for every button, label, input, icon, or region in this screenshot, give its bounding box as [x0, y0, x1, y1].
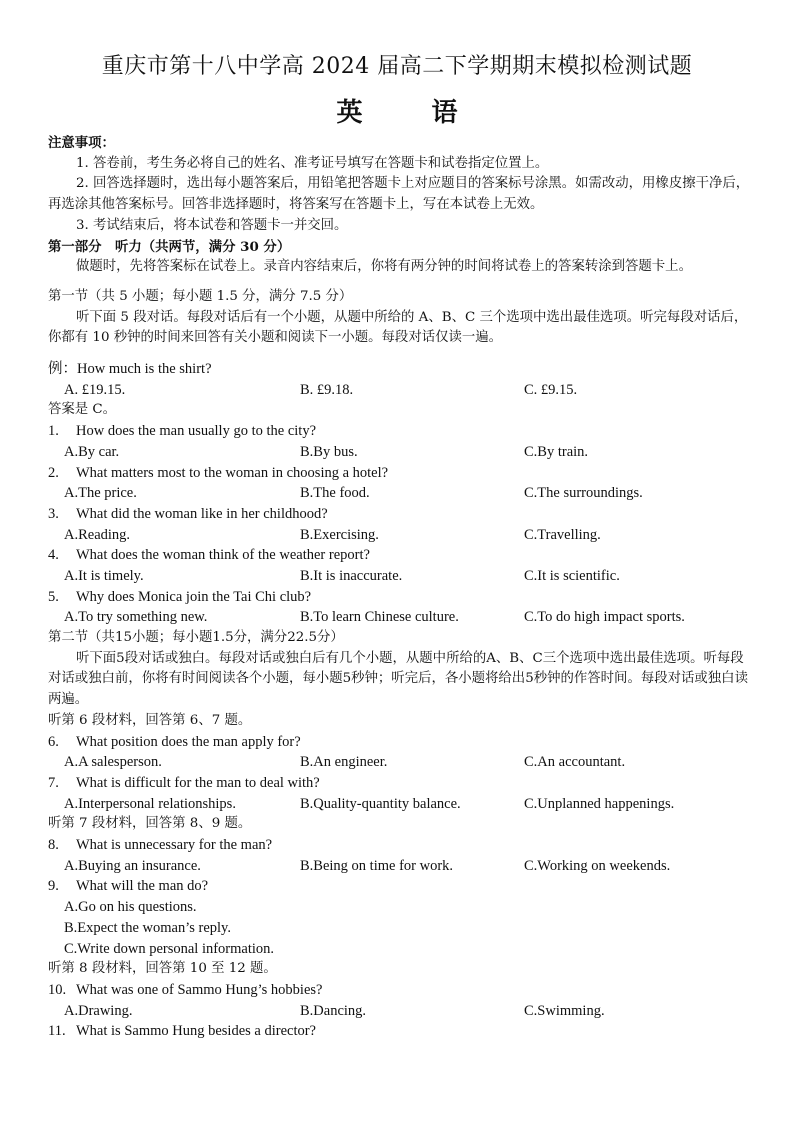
question-text: What did the woman like in her childhood? [76, 505, 328, 522]
question-number: 4. [48, 547, 59, 564]
option-b: B.The food. [300, 485, 370, 502]
option-a: A.Go on his questions. [64, 899, 197, 916]
question-10 [48, 980, 753, 1001]
option-b: B.Expect the woman’s reply. [64, 919, 231, 936]
notice-item-1: 1. 答卷前，考生务必将自己的姓名、准考证号填写在答题卡和试卷指定位置上。 [76, 155, 549, 171]
group-8-heading: 听第 8 段材料，回答第 10 至 12 题。 [48, 961, 277, 977]
option-c: C.By train. [524, 443, 589, 460]
option-a: A.Interpersonal relationships. [64, 795, 236, 812]
example-option-c: C. £9.15. [524, 381, 578, 398]
question-8 [48, 835, 753, 856]
option-a: A.By car. [64, 443, 120, 460]
question-1 [48, 421, 753, 442]
notice-heading: 注意事项： [48, 135, 115, 151]
question-text: What does the woman think of the weather report? [76, 547, 370, 564]
example-answer: 答案是 C。 [48, 402, 117, 418]
question-text: What is Sammo Hung besides a director? [76, 1023, 316, 1040]
question-6-options [48, 752, 753, 773]
option-c: C.Swimming. [524, 1002, 605, 1019]
question-number: 3. [48, 505, 59, 522]
option-c: C.Unplanned happenings. [524, 795, 675, 812]
question-9 [48, 876, 753, 897]
question-text: What matters most to the woman in choosing a hotel? [76, 464, 389, 481]
option-a: A.Buying an insurance. [64, 857, 201, 874]
example-option-b: B. £9.18. [300, 381, 354, 398]
question-text: What will the man do? [76, 878, 209, 895]
example-question: 例：How much is the shirt? [48, 361, 212, 378]
option-b: B.Being on time for work. [300, 857, 454, 874]
question-number: 2. [48, 464, 59, 481]
question-number: 8. [48, 837, 59, 854]
question-5 [48, 587, 753, 608]
part1-heading: 第一部分 听力（共两节，满分 30 分） [48, 238, 291, 255]
option-b: B.Exercising. [300, 526, 379, 543]
question-text: How does the man usually go to the city? [76, 423, 317, 440]
question-number: 9. [48, 878, 59, 895]
option-c: C.It is scientific. [524, 568, 620, 584]
option-b: B.Quality-quantity balance. [300, 795, 461, 812]
question-text: What is difficult for the man to deal with? [76, 774, 320, 791]
notice-item-3: 3. 考试结束后，将本试卷和答题卡一并交回。 [76, 217, 348, 233]
question-text: What is unnecessary for the man? [76, 837, 273, 854]
option-a: A.Drawing. [64, 1002, 133, 1019]
question-number: 5. [48, 588, 59, 605]
question-7-options [48, 794, 753, 815]
exam-body [48, 133, 753, 1042]
question-number: 6. [48, 733, 59, 750]
question-6 [48, 732, 753, 753]
option-c: C.The surroundings. [524, 485, 643, 502]
question-3 [48, 504, 753, 525]
section1-heading: 第一节（共 5 小题；每小题 1.5 分，满分 7.5 分） [48, 288, 353, 304]
question-3-options [48, 525, 753, 546]
option-c: C.Travelling. [524, 526, 601, 543]
section1-instruction: 听下面 5 段对话。每段对话后有一个小题，从题中所给的 A、B、C 三个选项中选出最佳选项。听完每段对话后，你都有 10 秒钟的时间来回答有关小题和阅读下一小题。每段对话仅读一遍。 [48, 309, 748, 346]
option-c: C.Write down personal information. [64, 940, 275, 957]
question-2 [48, 463, 753, 484]
question-text: What was one of Sammo Hung’s hobbies? [76, 981, 323, 998]
question-number: 7. [48, 774, 59, 791]
question-4-options [48, 566, 753, 587]
example-options [48, 380, 753, 401]
question-7 [48, 773, 753, 794]
section2-heading: 第二节（共15小题；每小题1.5分，满分22.5分） [48, 630, 344, 646]
option-a: A.The price. [64, 485, 137, 502]
question-number: 11. [48, 1023, 66, 1040]
group-6-heading: 听第 6 段材料，回答第 6、7 题。 [48, 712, 252, 728]
option-b: B.Dancing. [300, 1002, 367, 1019]
question-11 [48, 1021, 753, 1042]
option-a: A.A salesperson. [64, 754, 162, 771]
question-2-options [48, 483, 753, 504]
option-b: B.To learn Chinese culture. [300, 609, 459, 626]
group-7-heading: 听第 7 段材料，回答第 8、9 题。 [48, 816, 252, 832]
question-4 [48, 545, 753, 566]
option-b: B.It is inaccurate. [300, 568, 403, 584]
option-b: B.By bus. [300, 443, 358, 460]
question-1-options [48, 442, 753, 463]
option-b: B.An engineer. [300, 754, 388, 771]
option-c: C.Working on weekends. [524, 857, 671, 874]
exam-title: 重庆市第十八中学高 2024 届高二下学期期末模拟检测试题 [101, 54, 693, 79]
question-number: 10. [48, 981, 67, 998]
option-a: A.Reading. [64, 526, 131, 543]
question-number: 1. [48, 423, 59, 440]
part1-intro: 做题时，先将答案标在试卷上。录音内容结束后，你将有两分钟的时间将试卷上的答案转涂到答题卡上。 [76, 259, 692, 275]
option-a: A.To try something new. [64, 609, 208, 626]
section2-instruction: 听下面5段对话或独白。每段对话或独白后有几个小题，从题中所给的A、B、C三个选项中选出最佳选项。听每段对话或独白前，你将有时间阅读各个小题，每小题5秒钟；听完后，各小题将给出5秒钟的作答时间。每段对话或独白读两遍。 [48, 650, 748, 708]
option-c: C.An accountant. [524, 754, 626, 771]
option-c: C.To do high impact sports. [524, 609, 685, 626]
question-text: What position does the man apply for? [76, 733, 301, 750]
question-text: Why does Monica join the Tai Chi club? [76, 588, 312, 605]
option-a: A.It is timely. [64, 568, 144, 584]
notice-item-2: 2. 回答选择题时，选出每小题答案后，用铅笔把答题卡上对应题目的答案标号涂黑。如需改动，用橡皮擦干净后，再选涂其他答案标号。回答非选择题时，将答案写在答题卡上，写在本试卷上无效。 [48, 176, 750, 213]
question-5-options [48, 607, 753, 628]
example-option-a: A. £19.15. [64, 381, 126, 398]
exam-subject: 英 语 [336, 98, 488, 128]
question-8-options [48, 856, 753, 877]
question-10-options [48, 1001, 753, 1022]
